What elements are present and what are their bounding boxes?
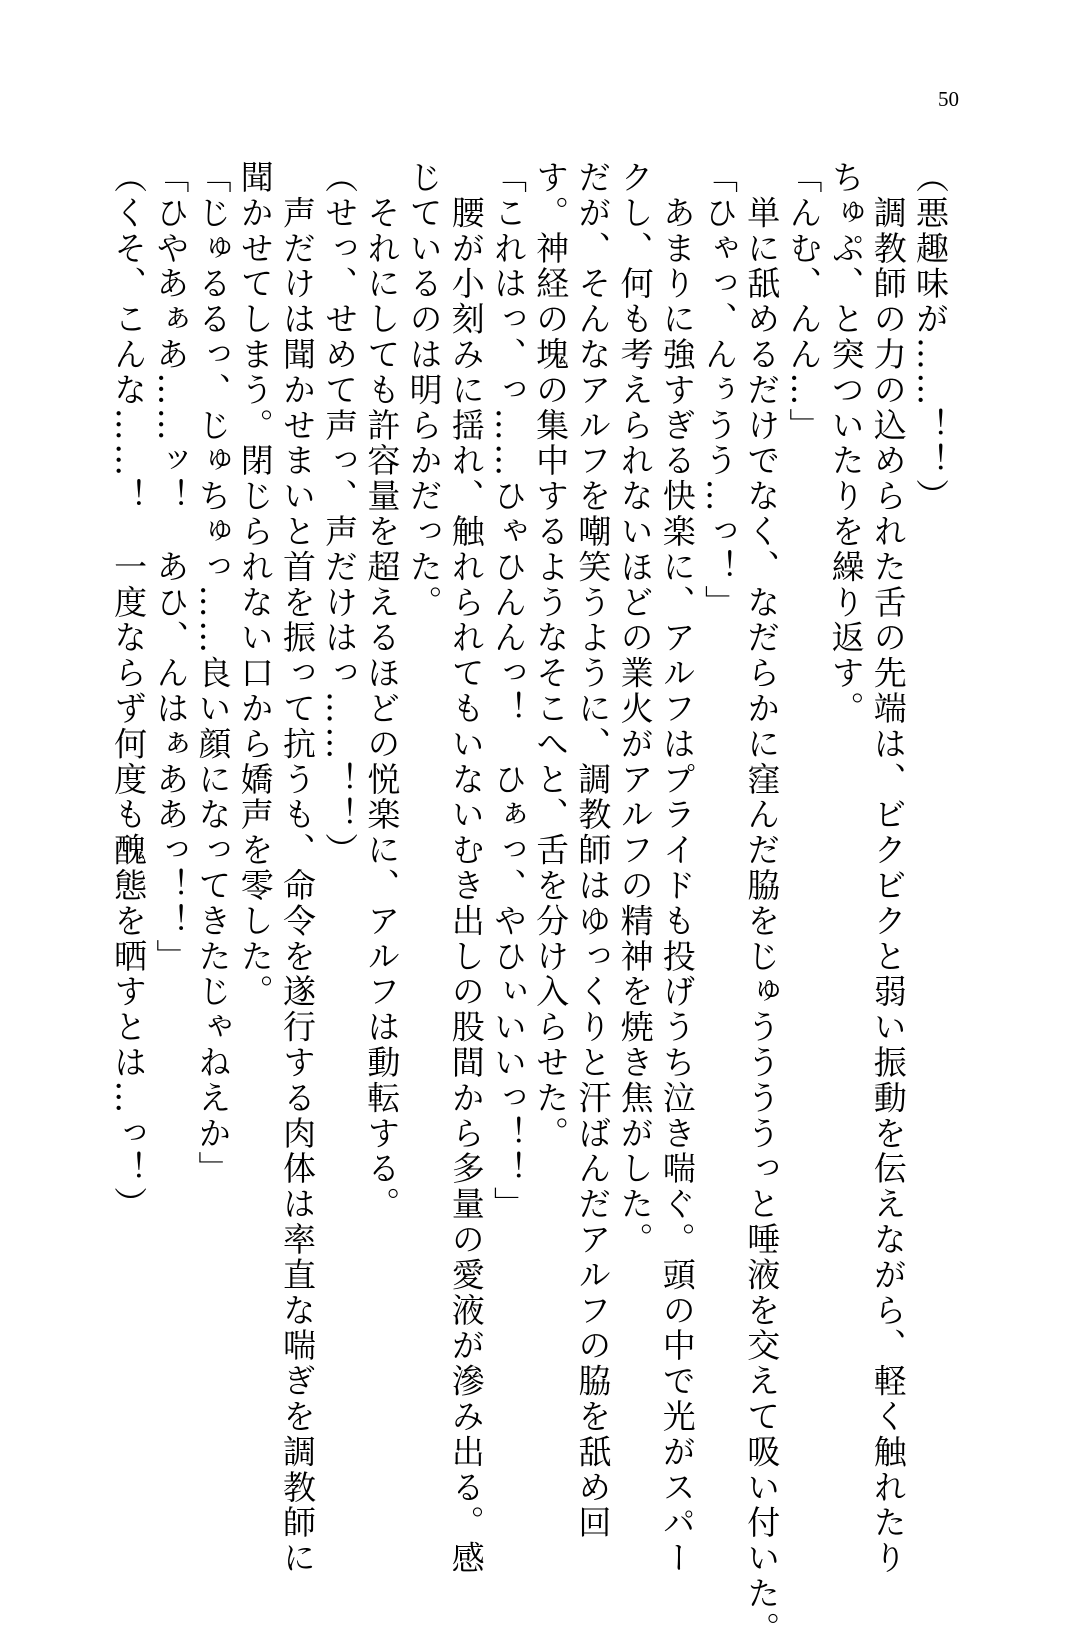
text-line-6: 「ひゃっ、んぅうう…っ！」 [699,160,739,621]
text-line-5: 単に舐めるだけでなく、なだらかに窪んだ脇をじゅううううっと唾液を交えて吸い付いた。 [742,160,782,1647]
text-line-16: 声だけは聞かせまいと首を振って抗うも、命令を遂行する肉体は率直な喘ぎを調教師に [277,160,317,1576]
text-line-9: だが、そんなアルフを嘲笑うように、調教師はゆっくりと汗ばんだアルフの脇を舐め回 [573,160,613,1541]
page-number: 50 [938,87,959,111]
text-line-18: 「じゅるるっ、じゅちゅっ……良い顔になってきたじゃねえか」 [193,160,233,1187]
novel-text-body [109,160,951,1647]
text-line-17: 聞かせてしまう。閉じられない口から嬌声を零した。 [235,160,275,1010]
text-line-1: （悪趣味が……！！） [911,160,950,514]
text-line-13: じているのは明らかだった。 [404,160,444,621]
text-line-3: ちゅぷ、と突ついたりを繰り返す。 [826,160,866,727]
text-line-2: 調教師の力の込められた舌の先端は、ビクビクと弱い振動を伝えながら、軽く触れたり [868,160,908,1576]
text-line-10: す。神経の塊の集中するようなそこへと、舌を分け入らせた。 [531,160,571,1152]
text-line-20: （くそ、こんな……！ 一度ならず何度も醜態を晒すとは…っ！） [109,160,149,1222]
text-line-11: 「これはっ、っ……ひゃひんんっ！ ひぁっ、やひぃいいっ！！」 [488,160,528,1222]
text-line-4: 「んむ、んん…」 [784,160,824,444]
text-line-15: （せっ、せめて声っ、声だけはっ……！！） [320,160,360,868]
text-line-8: クし、何も考えられないほどの業火がアルフの精神を焼き焦がした。 [615,160,655,1258]
text-line-19: 「ひやあぁあ……ッ！ あひ、んはぁああっ！！」 [151,160,191,975]
text-line-12: 腰が小刻みに揺れ、触れられてもいないむき出しの股間から多量の愛液が滲み出る。感 [446,160,486,1577]
text-line-7: あまりに強すぎる快楽に、アルフはプライドも投げうち泣き喘ぐ。頭の中で光がスパー [657,160,697,1576]
text-line-14: それにしても許容量を超えるほどの悦楽に、アルフは動転する。 [362,160,402,1222]
